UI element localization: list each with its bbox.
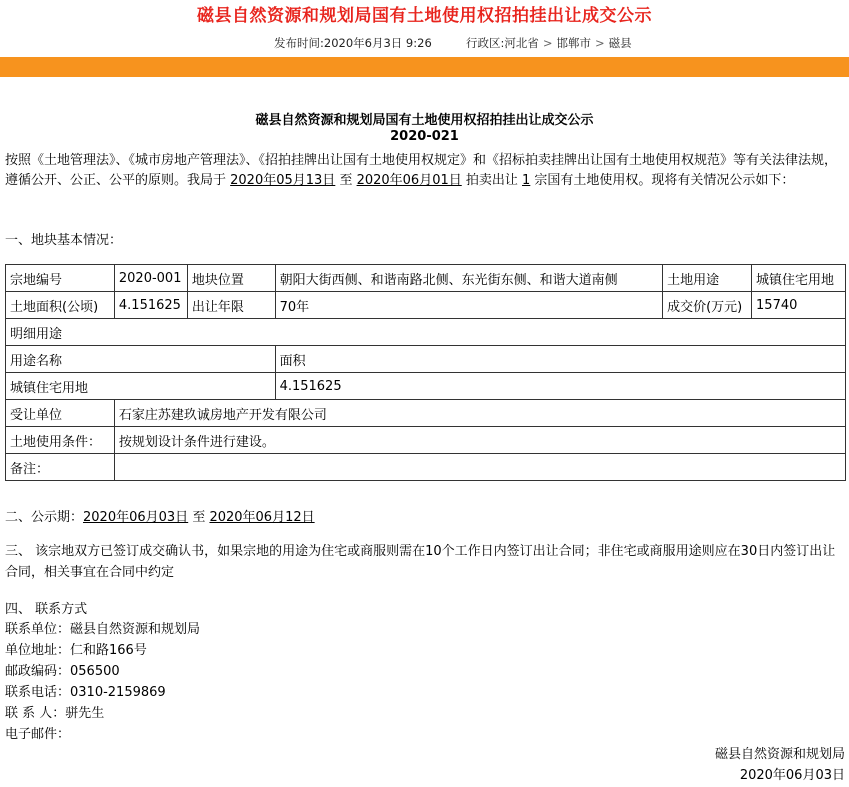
table-cell: 70年 (275, 292, 663, 319)
section4-heading: 四、 联系方式 (5, 602, 88, 617)
region-breadcrumb (466, 35, 632, 51)
region-county[interactable]: 磁县 (608, 36, 632, 50)
contact-address-line (5, 639, 147, 658)
area-value-cell: 4.151625 (275, 373, 845, 400)
contact-unit-value: 磁县自然资源和规划局 (70, 622, 201, 637)
remarks-value-cell (114, 454, 845, 481)
table-cell: 土地面积(公顷) (6, 292, 115, 319)
region-label: 行政区: (466, 36, 505, 50)
contact-postcode-line (5, 660, 120, 679)
table-row (6, 319, 846, 346)
region-city[interactable]: 邯郸市 (556, 36, 592, 50)
section3-paragraph: 三、 该宗地双方已签订成交确认书，如果宗地的用途为住宅或商服则需在10个工作日内签订出让合同；非住宅或商服用途则应在30日内签订出让合同，相关事宜在合同中约定 (5, 544, 836, 580)
conditions-label-cell: 土地使用条件： (6, 427, 115, 454)
section1-heading: 一、地块基本情况： (5, 233, 123, 248)
area-label-cell: 面积 (275, 346, 845, 373)
contact-phone-value: 0310-2159869 (70, 685, 166, 700)
intro-text: 宗国有土地使用权。现将有关情况公示如下： (530, 173, 795, 188)
table-cell: 4.151625 (114, 292, 187, 319)
table-cell: 地块位置 (187, 265, 275, 292)
contact-email-label: 电子邮件： (5, 727, 71, 742)
table-cell: 成交价(万元) (663, 292, 752, 319)
doc-title: 磁县自然资源和规划局国有土地使用权招拍挂出让成交公示 (255, 113, 594, 128)
intro-text: 拍卖出让 (461, 173, 523, 188)
remarks-label-cell: 备注： (6, 454, 115, 481)
contact-unit-label: 联系单位： (5, 622, 71, 637)
contact-postcode-label: 邮政编码： (5, 664, 71, 679)
footer-date: 2020年06月03日 (739, 768, 845, 783)
page-title: 磁县自然资源和规划局国有土地使用权招拍挂出让成交公示 (197, 6, 652, 26)
region-province[interactable]: 河北省 (504, 36, 539, 50)
table-cell: 宗地编号 (6, 265, 115, 292)
auction-start-date: 2020年05月13日 (230, 173, 336, 188)
table-row (6, 454, 846, 481)
table-row (6, 346, 846, 373)
use-name-label-cell: 用途名称 (6, 346, 276, 373)
detail-label-cell: 明细用途 (6, 319, 846, 346)
orange-divider (0, 57, 849, 77)
section2-publicity-period (5, 506, 315, 525)
intro-text: 按照《土地管理法》、《城市房地产管理法》、《招拍挂牌出让国有土地使用权规定》和《招标拍卖挂牌出让国有土地使用权规范》等有关法律法规，遵循公开、公正、公平的原则。我局于 (5, 153, 838, 188)
table-cell: 2020-001 (114, 265, 187, 292)
contact-unit-line (5, 618, 200, 637)
contact-person-value: 骈先生 (65, 706, 105, 721)
publicity-end-date: 2020年06月12日 (209, 510, 315, 525)
breadcrumb-separator: > (542, 36, 553, 50)
contact-address-value: 仁和路166号 (70, 643, 147, 658)
conditions-value-cell: 按规划设计条件进行建设。 (114, 427, 845, 454)
intro-to: 至 (335, 173, 357, 188)
contact-phone-line (5, 681, 166, 700)
table-row (6, 400, 846, 427)
table-cell: 朝阳大街西侧、和谐南路北侧、东光街东侧、和谐大道南侧 (275, 265, 663, 292)
auction-end-date: 2020年06月01日 (356, 173, 462, 188)
contact-person-label: 联 系 人： (5, 706, 66, 721)
section2-to: 至 (188, 510, 210, 525)
table-cell: 出让年限 (187, 292, 275, 319)
contact-phone-label: 联系电话： (5, 685, 71, 700)
publicity-start-date: 2020年06月03日 (83, 510, 189, 525)
parcel-table (5, 264, 846, 481)
table-row (6, 373, 846, 400)
publish-label: 发布时间: (274, 36, 324, 50)
footer-org: 磁县自然资源和规划局 (714, 747, 845, 762)
table-row (6, 265, 846, 292)
parcel-count: 1 (522, 173, 531, 188)
contact-postcode-value: 056500 (70, 664, 120, 679)
grantee-value-cell: 石家庄苏建玖诚房地产开发有限公司 (114, 400, 845, 427)
table-cell: 15740 (752, 292, 846, 319)
table-row (6, 427, 846, 454)
table-row (6, 292, 846, 319)
table-cell: 土地用途 (663, 265, 752, 292)
contact-address-label: 单位地址： (5, 643, 71, 658)
table-cell: 城镇住宅用地 (752, 265, 846, 292)
intro-paragraph (5, 151, 847, 191)
contact-person-line (5, 702, 104, 721)
breadcrumb-separator: > (595, 36, 605, 50)
section2-prefix: 二、公示期： (5, 510, 84, 525)
grantee-label-cell: 受让单位 (6, 400, 115, 427)
doc-number: 2020-021 (390, 129, 459, 144)
publish-info (274, 35, 432, 51)
contact-email-line (5, 723, 70, 742)
publish-time: 2020年6月3日 9:26 (323, 36, 432, 50)
use-name-value-cell: 城镇住宅用地 (6, 373, 276, 400)
